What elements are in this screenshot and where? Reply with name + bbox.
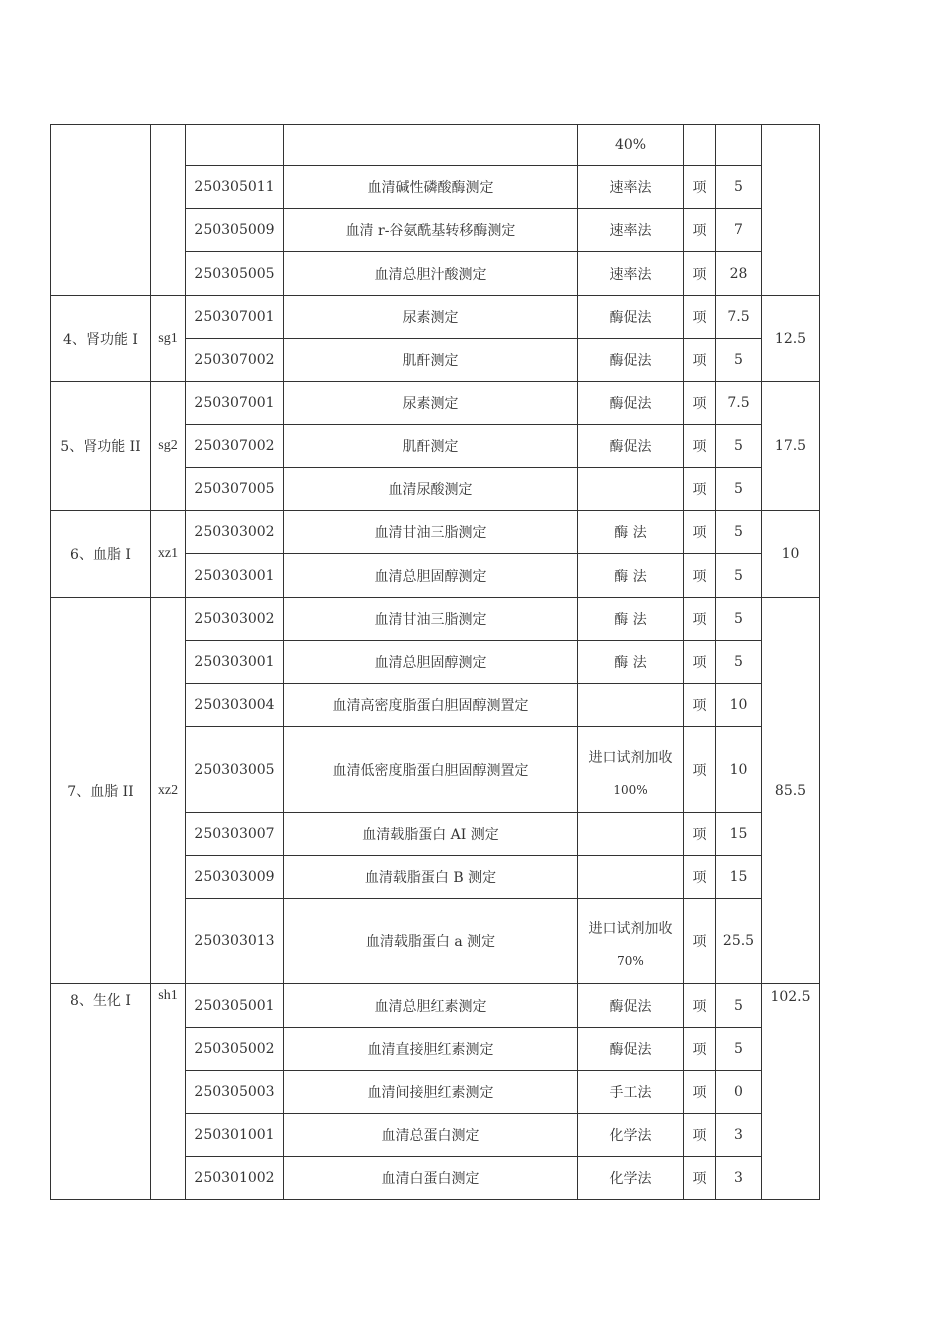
item-code: 250303002 (186, 511, 284, 554)
item-method (578, 727, 684, 813)
item-code: 250305003 (186, 1071, 284, 1114)
item-name: 肌酐测定 (284, 339, 578, 382)
item-unit: 项 (684, 1071, 716, 1114)
item-method (578, 813, 684, 856)
item-name: 血清总胆固醇测定 (284, 554, 578, 598)
item-unit: 项 (684, 425, 716, 468)
item-price: 15 (716, 813, 762, 856)
item-price: 3 (716, 1114, 762, 1157)
group-name: 4、肾功能 I (51, 296, 151, 382)
item-code: 250307001 (186, 296, 284, 339)
item-price: 3 (716, 1157, 762, 1200)
group-code: sg1 (151, 296, 186, 382)
item-name: 血清载脂蛋白 AI 测定 (284, 813, 578, 856)
item-name: 血清总蛋白测定 (284, 1114, 578, 1157)
unit-cell (684, 125, 716, 166)
group-total: 17.5 (762, 382, 820, 511)
item-unit: 项 (684, 339, 716, 382)
item-method (578, 468, 684, 511)
item-price: 10 (716, 684, 762, 727)
item-method: 酶促法 (578, 296, 684, 339)
item-unit: 项 (684, 856, 716, 899)
item-price: 7.5 (716, 296, 762, 339)
item-price: 25.5 (716, 899, 762, 984)
item-code: 250307002 (186, 425, 284, 468)
item-method (578, 684, 684, 727)
item-method: 化学法 (578, 1114, 684, 1157)
group-total: 102.5 (762, 984, 820, 1200)
item-code: 250303009 (186, 856, 284, 899)
group-code: sh1 (151, 984, 186, 1200)
item-name: 血清甘油三脂测定 (284, 511, 578, 554)
item-method: 酶 法 (578, 641, 684, 684)
item-name: 血清间接胆红素测定 (284, 1071, 578, 1114)
item-code: 250307001 (186, 382, 284, 425)
item-price: 5 (716, 339, 762, 382)
lab-price-table (50, 124, 820, 1200)
table-row (51, 598, 820, 641)
group-code: sg2 (151, 382, 186, 511)
item-unit: 项 (684, 598, 716, 641)
item-code: 250303002 (186, 598, 284, 641)
item-method: 化学法 (578, 1157, 684, 1200)
item-method: 酶 法 (578, 554, 684, 598)
item-unit: 项 (684, 296, 716, 339)
item-name: 血清碱性磷酸酶测定 (284, 166, 578, 209)
group-code: xz2 (151, 598, 186, 984)
item-method: 酶促法 (578, 425, 684, 468)
item-method (578, 856, 684, 899)
item-name: 血清高密度脂蛋白胆固醇测置定 (284, 684, 578, 727)
item-name (284, 125, 578, 166)
item-method: 酶促法 (578, 382, 684, 425)
item-code: 250305001 (186, 984, 284, 1028)
item-unit: 项 (684, 684, 716, 727)
item-unit: 项 (684, 899, 716, 984)
item-unit: 项 (684, 1028, 716, 1071)
item-method: 酶促法 (578, 339, 684, 382)
item-method: 酶 法 (578, 511, 684, 554)
item-price: 5 (716, 468, 762, 511)
item-code: 250305005 (186, 252, 284, 296)
item-price: 5 (716, 641, 762, 684)
table-row (51, 296, 820, 339)
item-name: 血清甘油三脂测定 (284, 598, 578, 641)
table-row (51, 382, 820, 425)
item-name: 血清低密度脂蛋白胆固醇测置定 (284, 727, 578, 813)
method-note: 70% (617, 954, 644, 968)
item-method: 酶 法 (578, 598, 684, 641)
item-method: 酶促法 (578, 984, 684, 1028)
item-unit: 项 (684, 382, 716, 425)
item-unit: 项 (684, 813, 716, 856)
item-method: 速率法 (578, 166, 684, 209)
item-unit: 项 (684, 209, 716, 252)
method-note: 40% (578, 125, 684, 166)
item-name: 尿素测定 (284, 296, 578, 339)
item-code: 250307002 (186, 339, 284, 382)
item-price: 5 (716, 425, 762, 468)
item-method: 手工法 (578, 1071, 684, 1114)
group-code: xz1 (151, 511, 186, 598)
item-price: 5 (716, 554, 762, 598)
item-name: 血清尿酸测定 (284, 468, 578, 511)
group-name: 5、肾功能 II (51, 382, 151, 511)
item-method: 酶促法 (578, 1028, 684, 1071)
item-method: 速率法 (578, 209, 684, 252)
group-code-cell (151, 125, 186, 296)
table-row (51, 511, 820, 554)
item-code: 250305009 (186, 209, 284, 252)
method-text: 进口试剂加收 (588, 921, 673, 937)
item-name: 血清载脂蛋白 B 测定 (284, 856, 578, 899)
group-name-cell (51, 125, 151, 296)
price-cell (716, 125, 762, 166)
item-unit: 项 (684, 252, 716, 296)
item-name: 尿素测定 (284, 382, 578, 425)
item-unit: 项 (684, 468, 716, 511)
item-price: 5 (716, 984, 762, 1028)
item-price: 28 (716, 252, 762, 296)
item-price: 15 (716, 856, 762, 899)
item-code: 250303001 (186, 641, 284, 684)
item-name: 血清 r-谷氨酰基转移酶测定 (284, 209, 578, 252)
item-unit: 项 (684, 984, 716, 1028)
item-name: 血清直接胆红素测定 (284, 1028, 578, 1071)
item-unit: 项 (684, 641, 716, 684)
item-name: 血清白蛋白测定 (284, 1157, 578, 1200)
item-unit: 项 (684, 166, 716, 209)
item-code: 250303004 (186, 684, 284, 727)
item-name: 血清总胆固醇测定 (284, 641, 578, 684)
item-unit: 项 (684, 554, 716, 598)
item-code: 250303007 (186, 813, 284, 856)
table-row (51, 984, 820, 1028)
item-price: 5 (716, 166, 762, 209)
item-name: 血清总胆汁酸测定 (284, 252, 578, 296)
item-code (186, 125, 284, 166)
item-unit: 项 (684, 1114, 716, 1157)
item-name: 血清载脂蛋白 a 测定 (284, 899, 578, 984)
item-code: 250303005 (186, 727, 284, 813)
item-unit: 项 (684, 727, 716, 813)
item-code: 250303001 (186, 554, 284, 598)
group-total: 10 (762, 511, 820, 598)
group-total: 12.5 (762, 296, 820, 382)
item-name: 血清总胆红素测定 (284, 984, 578, 1028)
table-row (51, 125, 820, 166)
group-total: 85.5 (762, 598, 820, 984)
item-price: 7.5 (716, 382, 762, 425)
item-price: 5 (716, 511, 762, 554)
method-text: 进口试剂加收 (588, 749, 673, 766)
item-method: 速率法 (578, 252, 684, 296)
item-price: 0 (716, 1071, 762, 1114)
item-price: 7 (716, 209, 762, 252)
item-code: 250307005 (186, 468, 284, 511)
item-code: 250305002 (186, 1028, 284, 1071)
item-unit: 项 (684, 511, 716, 554)
item-price: 10 (716, 727, 762, 813)
method-note: 100% (613, 782, 648, 797)
item-code: 250301001 (186, 1114, 284, 1157)
item-name: 肌酐测定 (284, 425, 578, 468)
item-price: 5 (716, 598, 762, 641)
group-total (762, 125, 820, 296)
item-price: 5 (716, 1028, 762, 1071)
group-name: 6、血脂 I (51, 511, 151, 598)
item-code: 250301002 (186, 1157, 284, 1200)
item-code: 250305011 (186, 166, 284, 209)
item-unit: 项 (684, 1157, 716, 1200)
group-name: 7、血脂 II (51, 598, 151, 984)
item-method (578, 899, 684, 984)
item-code: 250303013 (186, 899, 284, 984)
group-name: 8、生化 I (51, 984, 151, 1200)
